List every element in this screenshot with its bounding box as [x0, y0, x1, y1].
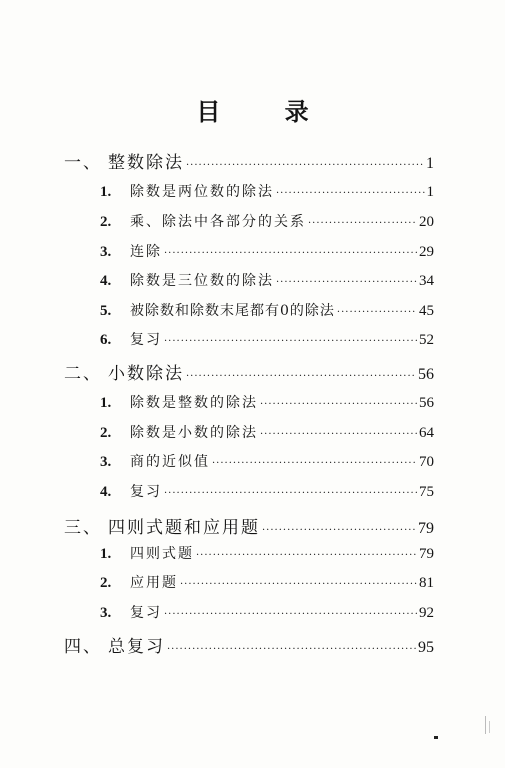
- section-number: 3.: [100, 244, 112, 260]
- chapter-number: 四、: [64, 637, 102, 657]
- dot-leader: [164, 248, 417, 259]
- chapter-title: 整数除法: [108, 153, 184, 173]
- section-title: 除数是整数的除法: [130, 395, 258, 411]
- page-number: 1: [426, 184, 434, 200]
- toc-section-1-1[interactable]: [100, 181, 434, 201]
- chapter-title: 总复习: [108, 637, 165, 657]
- section-title: 商的近似值: [130, 454, 210, 470]
- scan-speck: [489, 721, 490, 733]
- dot-leader: [196, 550, 417, 561]
- dot-leader: [276, 277, 417, 288]
- chapter-number: 一、: [64, 153, 102, 173]
- section-number: 2.: [100, 214, 112, 230]
- dot-leader: [186, 160, 424, 171]
- toc-chapter-2[interactable]: [64, 359, 434, 384]
- page-number: 81: [419, 575, 434, 591]
- dot-leader: [262, 525, 416, 536]
- toc-section-1-2[interactable]: [100, 211, 434, 231]
- toc-section-1-3[interactable]: [100, 241, 434, 261]
- toc-section-2-1[interactable]: [100, 392, 434, 412]
- scan-speck: [485, 716, 486, 734]
- page-number: 92: [419, 605, 434, 621]
- chapter-title: 四则式题和应用题: [108, 518, 260, 538]
- toc-section-2-3[interactable]: [100, 451, 434, 471]
- dot-leader: [337, 307, 417, 318]
- section-number: 1.: [100, 546, 112, 562]
- section-number: 1.: [100, 184, 112, 200]
- section-number: 5.: [100, 303, 112, 319]
- dot-leader: [276, 188, 425, 199]
- toc-section-2-2[interactable]: [100, 422, 434, 442]
- page-number: 64: [419, 425, 434, 441]
- toc-chapter-3[interactable]: [64, 513, 434, 538]
- dot-leader: [164, 336, 417, 347]
- section-number: 2.: [100, 575, 112, 591]
- toc-section-1-5[interactable]: [100, 300, 434, 320]
- dot-leader: [164, 609, 417, 620]
- toc-chapter-4[interactable]: [64, 632, 434, 657]
- section-number: 1.: [100, 395, 112, 411]
- section-title: 复习: [130, 484, 162, 500]
- section-number: 3.: [100, 605, 112, 621]
- chapter-title: 小数除法: [108, 364, 184, 384]
- page-number: 45: [419, 303, 434, 319]
- toc-section-3-3[interactable]: [100, 602, 434, 622]
- toc-chapter-1[interactable]: [64, 148, 434, 173]
- page-number: 95: [418, 639, 434, 656]
- section-title: 应用题: [130, 575, 178, 591]
- dot-leader: [260, 399, 417, 410]
- section-title: 乘、除法中各部分的关系: [130, 214, 306, 230]
- page-number: 79: [419, 546, 434, 562]
- section-title: 除数是两位数的除法: [130, 184, 274, 200]
- toc-section-1-6[interactable]: [100, 329, 434, 349]
- chapter-number: 三、: [64, 518, 102, 538]
- page-number: 29: [419, 244, 434, 260]
- section-number: 6.: [100, 332, 112, 348]
- section-title: 被除数和除数末尾都有0的除法: [130, 303, 335, 319]
- section-title: 复习: [130, 332, 162, 348]
- page-number: 20: [419, 214, 434, 230]
- section-title: 复习: [130, 605, 162, 621]
- toc-section-2-4[interactable]: [100, 481, 434, 501]
- toc-section-1-4[interactable]: [100, 270, 434, 290]
- page-number: 52: [419, 332, 434, 348]
- dot-leader: [186, 371, 416, 382]
- section-title: 除数是小数的除法: [130, 425, 258, 441]
- toc-section-3-1[interactable]: [100, 543, 434, 563]
- page-number: 1: [426, 155, 434, 172]
- dot-leader: [260, 429, 417, 440]
- page-number: 56: [419, 395, 434, 411]
- chapter-number: 二、: [64, 364, 102, 384]
- dot-leader: [180, 579, 417, 590]
- scan-speck: [434, 736, 438, 739]
- page-title: 目 录: [196, 97, 337, 126]
- dot-leader: [212, 458, 417, 469]
- section-number: 4.: [100, 273, 112, 289]
- page-number: 34: [419, 273, 434, 289]
- dot-leader: [164, 488, 417, 499]
- section-number: 4.: [100, 484, 112, 500]
- page-number: 79: [418, 520, 434, 537]
- section-title: 除数是三位数的除法: [130, 273, 274, 289]
- page-number: 75: [419, 484, 434, 500]
- section-title: 连除: [130, 244, 162, 260]
- toc-section-3-2[interactable]: [100, 572, 434, 592]
- section-number: 2.: [100, 425, 112, 441]
- section-number: 3.: [100, 454, 112, 470]
- dot-leader: [308, 218, 417, 229]
- dot-leader: [167, 644, 416, 655]
- page-number: 56: [418, 366, 434, 383]
- section-title: 四则式题: [130, 546, 194, 562]
- page-number: 70: [419, 454, 434, 470]
